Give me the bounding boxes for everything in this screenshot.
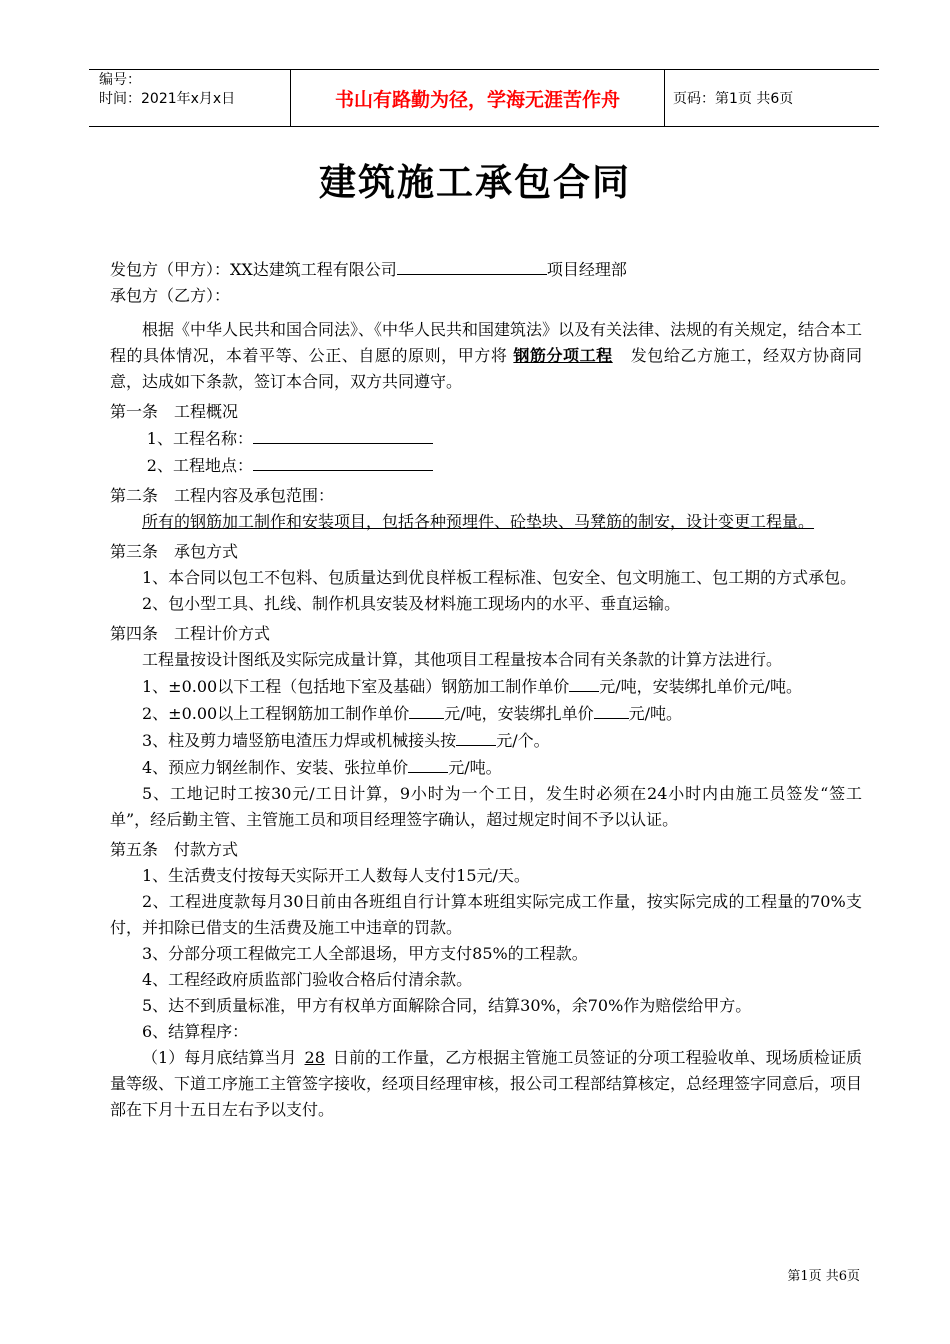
art5-s1-day: 28 (304, 1048, 325, 1067)
party-b-line (110, 283, 862, 309)
art4-item4-blank (408, 754, 448, 773)
party-a-suffix: 项目经理部 (546, 260, 627, 279)
art4-item3 (110, 727, 862, 754)
art4-intro: 工程量按设计图纸及实际完成量计算，其他项目工程量按本合同有关条款的计算方法进行。 (142, 650, 783, 669)
art3-item1: 1、本合同以包工不包料、包质量达到优良样板工程标准、包安全、包文明施工、包工期的方式承包。 (142, 568, 857, 587)
art5-item5: 5、达不到质量标准，甲方有权单方面解除合同，结算30%，余70%作为赔偿给甲方。 (142, 996, 752, 1015)
art4-item1-a: 1、±0.00以下工程（包括地下室及基础）钢筋加工制作单价 (142, 677, 570, 696)
art1-item1-label: 1、工程名称： (146, 429, 253, 448)
art4-item2-a: 2、±0.00以上工程钢筋加工制作单价 (142, 704, 410, 723)
header-meta (89, 70, 291, 126)
art2-title: 第二条 工程内容及承包范围： (110, 486, 335, 505)
art1-item2-blank (253, 452, 433, 471)
party-b-label: 承包方（乙方）： (110, 286, 231, 305)
time-label: 时间：2021年x月x日 (99, 91, 236, 107)
art1-title: 第一条 工程概况 (110, 402, 239, 421)
party-a-line (110, 256, 862, 283)
art4-item4 (110, 754, 862, 781)
art4-item3-b: 元/个。 (496, 731, 550, 750)
art5-s1-b: 日前的工作量，乙方根据主管施工员签证的分项工程验收单、现场质检证质量等级、下道工序施工主管签字接收，经项目经理审核，报公司工程部结算核定，总经理签字同意后，项目部在下月十五日左右予以支付。 (110, 1048, 863, 1119)
page-footer: 第1页 共6页 (787, 1269, 860, 1284)
art1-item1-blank (253, 425, 433, 444)
art5-item6: 6、结算程序： (142, 1022, 249, 1041)
art5-item1: 1、生活费支付按每天实际开工人数每人支付15元/天。 (142, 866, 530, 885)
art3-item2: 2、包小型工具、扎线、制作机具安装及材料施工现场内的水平、垂直运输。 (142, 594, 681, 613)
art4-title: 第四条 工程计价方式 (110, 624, 271, 643)
art5-item2: 2、工程进度款每月30日前由各班组自行计算本班组实际完成工作量，按实际完成的工程量的70%支付，并扣除已借支的生活费及施工中违章的罚款。 (110, 892, 862, 937)
art4-item2-blank1 (409, 700, 444, 719)
art4-item3-blank (456, 727, 496, 746)
document-title: 建筑施工承包合同 (319, 160, 631, 204)
art5-item3: 3、分部分项工程做完工人全部退场，甲方支付85%的工程款。 (142, 944, 588, 963)
party-a-blank (397, 256, 547, 275)
art4-item1-blank (569, 673, 599, 692)
art4-item1-b: 元/吨，安装绑扎单价元/吨。 (599, 677, 803, 696)
art2-text: 所有的钢筋加工制作和安装项目，包括各种预埋件、砼垫块、马凳筋的制安，设计变更工程量。 (142, 512, 815, 531)
party-a-label: 发包方（甲方）： (110, 260, 231, 279)
art4-item2-b: 元/吨，安装绑扎单价 (444, 704, 594, 723)
art4-item1 (110, 673, 862, 700)
art1-item1 (110, 425, 862, 452)
art5-settlement-1 (110, 1045, 862, 1123)
header-motto: 书山有路勤为径，学海无涯苦作舟 (291, 70, 665, 126)
art4-item2-c: 元/吨。 (628, 704, 683, 723)
art4-item4-a: 4、预应力钢丝制作、安装、张拉单价 (142, 758, 409, 777)
art1-item2 (110, 452, 862, 479)
intro-paragraph (110, 317, 862, 395)
art4-item5: 5、工地记时工按30元/工日计算，9小时为一个工日，发生时必须在24小时内由施工员签发“签工单”，经后勤主管、主管施工员和项目经理签字确认，超过规定时间不予以认证。 (110, 784, 862, 829)
header-page-info: 页码：第1页 共6页 (673, 91, 794, 107)
art4-item2-blank2 (594, 700, 629, 719)
art1-item2-label: 2、工程地点： (146, 456, 253, 475)
intro-after: 发包给乙方施工，经双方协商同意，达成如下条款，签订本合同，双方共同遵守。 (110, 346, 862, 391)
art5-title: 第五条 付款方式 (110, 840, 239, 859)
party-a-name: XX达建筑工程有限公司 (230, 260, 397, 279)
art4-item4-b: 元/吨。 (448, 758, 502, 777)
art5-item4: 4、工程经政府质监部门验收合格后付清余款。 (142, 970, 473, 989)
art4-item2 (110, 700, 862, 727)
art4-item3-a: 3、柱及剪力墙竖筋电渣压力焊或机械接头按 (142, 731, 457, 750)
art3-title: 第三条 承包方式 (110, 542, 239, 561)
page-header (89, 69, 879, 127)
contract-body (110, 256, 862, 1123)
intro-before: 根据《中华人民共和国合同法》、《中华人民共和国建筑法》以及有关法律、法规的有关规定，结合本工程的具体情况，本着平等、公正、自愿的原则，甲方将 (110, 320, 863, 365)
intro-project: 钢筋分项工程 (513, 346, 613, 365)
serial-label: 编号： (99, 72, 141, 88)
art5-s1-a: （1）每月底结算当月 (142, 1048, 297, 1067)
